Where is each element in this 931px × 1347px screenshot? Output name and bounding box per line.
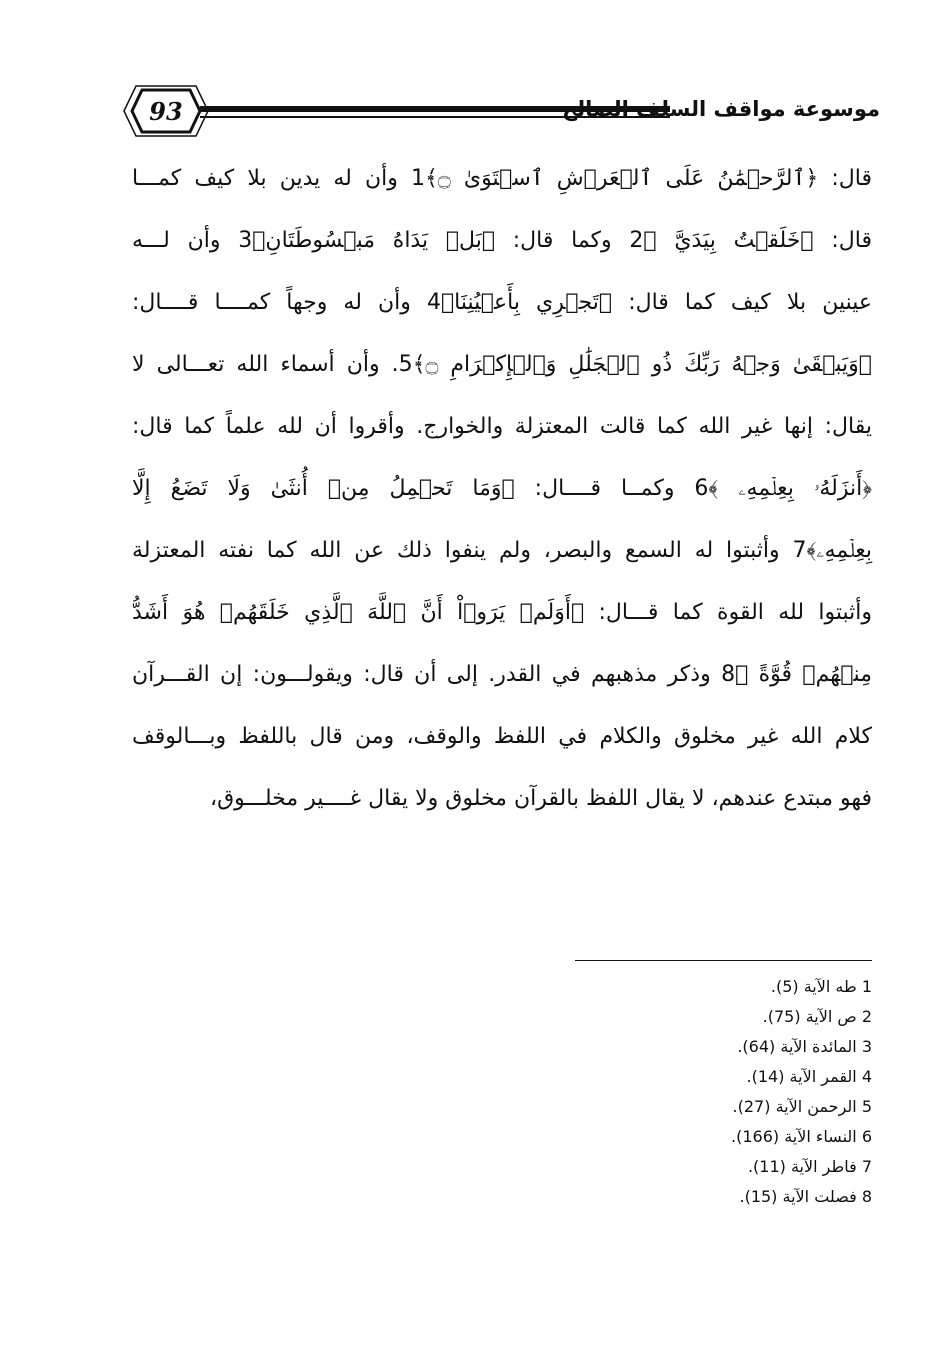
text-line: قال: ﴿ٱلرَّحۡمَٰنُ عَلَى ٱلۡعَرۡشِ ٱسۡتَوَىٰ ۝﴾1 وأن له يدين بلا كيف كمـــا (132, 166, 872, 191)
text-line: قال: ﴿خَلَقۡتُ بِيَدَيَّ ﴾2 وكما قال: ﴿بَلۡ يَدَاهُ مَبۡسُوطَتَانِ﴾3 وأن لـــه (132, 228, 872, 253)
text-line: ﴿وَيَبۡقَىٰ وَجۡهُ رَبِّكَ ذُو ٱلۡجَلَٰلِ وَٱلۡإِكۡرَامِ ۝﴾5. وأن أسماء الله تعـــالى لا (132, 352, 872, 377)
page-header (120, 82, 880, 144)
footnote-item: 3 المائدة الآية (64). (737, 1037, 872, 1056)
footnote-divider (575, 960, 872, 961)
page-number: 93 (149, 96, 183, 126)
page-number-badge (120, 82, 212, 140)
text-line: ﴿أَنزَلَهُۥ بِعِلۡمِهِۦ ﴾6 وكمــا قــــال: ﴿وَمَا تَحۡمِلُ مِنۡ أُنثَىٰ وَلَا تَضَعُ إِلَّا (132, 476, 872, 501)
footnote-item: 2 ص الآية (75). (762, 1007, 872, 1026)
footnote-item: 4 القمر الآية (14). (746, 1067, 872, 1086)
text-line: كلام الله غير مخلوق والكلام في اللفظ والوقف، ومن قال باللفظ وبـــالوقف (132, 724, 872, 749)
footnote-item: 1 طه الآية (5). (770, 977, 872, 996)
book-title: موسوعة مواقف السلف الصالح (562, 97, 880, 121)
footnote-item: 7 فاطر الآية (11). (747, 1157, 872, 1176)
footnote-item: 8 فصلت الآية (15). (739, 1187, 872, 1206)
footnotes (560, 972, 872, 1212)
body-text (132, 148, 872, 830)
text-line: عينين بلا كيف كما قال: ﴿تَجۡرِي بِأَعۡيُنِنَا﴾4 وأن له وجهاً كمــــا قــــال: (132, 290, 872, 315)
text-line: بِعِلۡمِهِۦ﴾7 وأثبتوا له السمع والبصر، ولم ينفوا ذلك عن الله كما نفته المعتزلة (132, 538, 872, 563)
text-line: مِنۡهُمۡ قُوَّةً ﴾8 وذكر مذهبهم في القدر. إلى أن قال: ويقولـــون: إن القـــرآن (132, 662, 872, 687)
text-line: وأثبتوا لله القوة كما قـــال: ﴿أَوَلَمۡ يَرَوۡاْ أَنَّ ٱللَّهَ ٱلَّذِي خَلَقَهُمۡ هُوَ أَشَدُّ (132, 600, 872, 625)
footnote-item: 5 الرحمن الآية (27). (732, 1097, 872, 1116)
text-line: فهو مبتدع عندهم، لا يقال اللفظ بالقرآن مخلوق ولا يقال غــــير مخلـــوق، (209, 786, 872, 811)
text-line: يقال: إنها غير الله كما قالت المعتزلة والخوارج. وأقروا أن لله علماً كما قال: (132, 414, 872, 439)
footnote-item: 6 النساء الآية (166). (731, 1127, 872, 1146)
